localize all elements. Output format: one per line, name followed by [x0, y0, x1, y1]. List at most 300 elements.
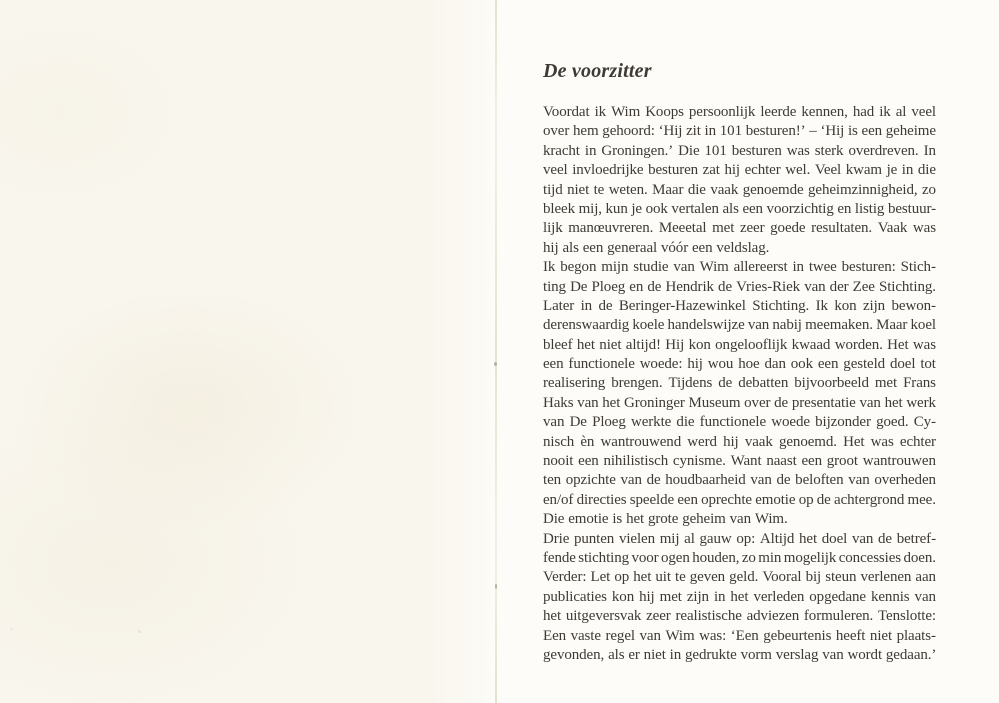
word: kracht	[543, 142, 580, 159]
word: van	[577, 394, 599, 411]
word: gehoord:	[602, 123, 655, 140]
word: vóór	[661, 239, 689, 256]
word: zijn	[686, 588, 709, 605]
word: Want	[730, 453, 762, 470]
word: genoemd.	[778, 433, 837, 450]
word: ‘Hij	[820, 123, 845, 140]
word: besturen!’	[745, 123, 806, 140]
word: woede	[771, 414, 810, 431]
word: van	[822, 646, 844, 663]
article-body	[543, 103, 936, 665]
word: realistische	[675, 608, 742, 625]
page-title: De voorzitter	[543, 60, 652, 82]
word: niet	[869, 627, 893, 644]
word: twee	[808, 259, 837, 276]
word: steun	[825, 569, 857, 586]
word: besturen:	[841, 259, 896, 276]
word: geld.	[729, 569, 759, 586]
word: gauw	[699, 530, 732, 547]
word: kwaad	[791, 336, 831, 353]
word: 101	[719, 123, 742, 140]
word: een	[692, 239, 713, 256]
word: van	[851, 530, 874, 547]
word: ‘Een	[730, 627, 759, 644]
word: De	[569, 414, 587, 431]
word: manœuvreren.	[568, 220, 654, 237]
paper-speck	[10, 628, 13, 630]
word: was:	[699, 627, 727, 644]
word: fende	[543, 549, 576, 566]
word: je	[886, 162, 898, 179]
word: Maar	[652, 181, 684, 198]
text-line	[543, 413, 936, 432]
word: bij	[805, 569, 822, 586]
word: het	[602, 394, 621, 411]
word: functionele	[568, 356, 635, 373]
word: van	[848, 472, 870, 489]
word: met	[659, 588, 682, 605]
word: de	[816, 491, 831, 508]
word: vaak	[744, 433, 773, 450]
word: kon	[611, 588, 635, 605]
word: Het	[887, 336, 909, 353]
word: was	[912, 336, 936, 353]
word: Wim	[699, 259, 729, 276]
word: concessies	[838, 549, 902, 566]
word: over	[543, 123, 570, 140]
text-line	[543, 491, 936, 510]
word: Het	[843, 433, 865, 450]
word: geheime	[885, 123, 936, 140]
word: Die	[543, 511, 565, 528]
word: werk	[906, 394, 936, 411]
word: ook	[645, 200, 668, 217]
word: Groningen.’	[601, 142, 674, 159]
word: een	[742, 200, 763, 217]
word: echter	[744, 162, 781, 179]
word: Stichting.	[752, 297, 810, 314]
word: Vaak	[877, 220, 908, 237]
word: koele	[632, 317, 665, 334]
word: doen.	[903, 549, 936, 566]
word: nisch	[543, 433, 575, 450]
word: Groninger	[624, 394, 685, 411]
word: dan	[764, 356, 786, 373]
word: de	[647, 278, 662, 295]
text-line	[543, 181, 936, 200]
word: studie	[633, 259, 669, 276]
word: kwam	[845, 162, 882, 179]
word: de	[718, 278, 733, 295]
word: in	[713, 588, 726, 605]
word: Een	[543, 627, 567, 644]
word: groot	[826, 453, 858, 470]
word: Ik	[815, 297, 828, 314]
paragraph	[543, 258, 936, 529]
word: hem	[573, 123, 599, 140]
word: de	[774, 394, 789, 411]
word: Ik	[543, 259, 556, 276]
text-line	[543, 239, 936, 258]
word: veldslag.	[716, 239, 770, 256]
word: geheimzinnigheid,	[807, 181, 918, 198]
word: was	[870, 433, 894, 450]
word: geven	[689, 569, 726, 586]
word: van	[639, 627, 661, 644]
word: Veel	[814, 162, 842, 179]
word: was	[786, 142, 810, 159]
word: de	[878, 530, 892, 547]
word: was	[912, 220, 936, 237]
word: op	[614, 569, 630, 586]
text-line	[543, 200, 936, 219]
word: bijzonder	[815, 414, 871, 431]
word: Beringer-Hazewinkel	[618, 297, 746, 314]
word: oprechte	[701, 491, 752, 508]
word: over	[744, 394, 771, 411]
word: publicaties	[543, 588, 607, 605]
word: besturen	[648, 162, 699, 179]
word: de	[718, 375, 733, 392]
word: Ploeg	[592, 414, 626, 431]
word: Vooral	[762, 569, 802, 586]
word: Hij	[665, 336, 685, 353]
word: sterk	[814, 142, 844, 159]
word: vaak	[710, 181, 739, 198]
word: bewon-	[891, 297, 936, 314]
word: naast	[766, 453, 797, 470]
word: hij	[723, 433, 739, 450]
word: uitgeversvak	[565, 608, 642, 625]
word: is	[612, 511, 623, 528]
word: houdbaarheid	[665, 472, 746, 489]
word: woede:	[639, 356, 683, 373]
word: ting	[543, 278, 566, 295]
word: een	[861, 123, 883, 140]
word: vertalen	[671, 200, 719, 217]
word: brengen.	[611, 375, 663, 392]
word: derenswaardig	[543, 317, 630, 334]
paragraph	[543, 530, 936, 666]
word: min	[758, 549, 782, 566]
word: Die	[678, 142, 700, 159]
word: punten	[573, 530, 615, 547]
word: had	[852, 104, 875, 120]
word: Let	[590, 569, 611, 586]
word: met	[712, 220, 735, 237]
word: begon	[560, 259, 597, 276]
word: wantrouwen	[862, 453, 936, 470]
word: opzichte	[565, 472, 616, 489]
word: veel	[543, 162, 568, 179]
word: mijn	[601, 259, 629, 276]
word: formuleren.	[803, 608, 874, 625]
word: handelswijze	[667, 317, 745, 334]
text-line	[543, 355, 936, 374]
word: geheim	[682, 511, 726, 528]
word: debatten	[738, 375, 789, 392]
word: emotie	[755, 491, 796, 508]
word: een	[801, 453, 822, 470]
word: worden.	[834, 336, 883, 353]
word: Verder:	[543, 569, 587, 586]
crease-speck	[494, 362, 497, 366]
word: Later	[543, 297, 575, 314]
word: kennis	[870, 588, 910, 605]
word: vorm	[740, 646, 772, 663]
word: een	[677, 491, 698, 508]
word: gebeurtenis	[763, 627, 832, 644]
text-line	[543, 336, 936, 355]
word: realisering	[543, 375, 606, 392]
word: goed.	[876, 414, 909, 431]
word: doel	[890, 356, 916, 373]
word: die	[917, 162, 936, 179]
word: van	[804, 278, 826, 295]
word: zijn	[862, 297, 886, 314]
word: van	[673, 259, 695, 276]
word: ik	[594, 104, 607, 120]
word: gevonden,	[543, 646, 605, 663]
word: te	[593, 181, 605, 198]
word: 101	[704, 142, 727, 159]
word: van	[620, 472, 642, 489]
word: in	[669, 646, 682, 663]
word: zo	[921, 181, 936, 198]
word: der	[829, 278, 849, 295]
word: Ploeg	[591, 278, 626, 295]
word: beloften	[795, 472, 844, 489]
word: het	[730, 588, 749, 605]
word: een	[582, 239, 604, 256]
word: verlenen	[860, 569, 912, 586]
word: besturen	[731, 142, 782, 159]
word: emotie	[568, 511, 609, 528]
word: het	[884, 394, 903, 411]
text-line	[543, 549, 936, 568]
word: directies	[576, 491, 627, 508]
word: goede	[770, 220, 806, 237]
word: adviezen	[746, 608, 800, 625]
word: gesteld	[843, 356, 886, 373]
word: gedrukte	[685, 646, 737, 663]
word: persoonlijk	[688, 104, 756, 120]
word: het	[576, 336, 595, 353]
word: al	[895, 104, 907, 120]
word: de	[776, 472, 791, 489]
word: invloedrijke	[572, 162, 644, 179]
word: ongelooflijk	[715, 336, 788, 353]
word: generaal	[607, 239, 658, 256]
word: genoemde	[742, 181, 804, 198]
word: Tijdens	[668, 375, 713, 392]
word: mee.	[907, 491, 936, 508]
word: bleek	[543, 200, 575, 217]
word: verleden	[753, 588, 805, 605]
word: is	[847, 123, 858, 140]
word: grote	[647, 511, 679, 528]
word: altijd!	[625, 336, 661, 353]
left-page-blank	[0, 0, 496, 703]
word: presentatie	[791, 394, 856, 411]
word: Drie	[543, 530, 570, 547]
word: hij	[724, 162, 740, 179]
word: heeft	[835, 627, 866, 644]
word: meemaken.	[805, 317, 873, 334]
word: het	[626, 511, 645, 528]
word: Wim.	[754, 511, 788, 528]
word: in	[704, 123, 717, 140]
word: achtergrond	[834, 491, 905, 508]
word: kennen,	[801, 104, 848, 120]
word: een	[543, 356, 564, 373]
word: allereerst	[733, 259, 788, 276]
word: èn	[580, 433, 595, 450]
word: werkte	[630, 414, 672, 431]
word: die	[676, 414, 695, 431]
text-line	[543, 452, 936, 471]
text-line	[543, 142, 936, 161]
word: Stich-	[900, 259, 936, 276]
word: niet	[567, 181, 590, 198]
word: van	[729, 511, 752, 528]
word: overdreven.	[848, 142, 919, 159]
text-line	[543, 394, 936, 413]
word: als	[562, 239, 579, 256]
word: in	[584, 142, 597, 159]
word: de	[646, 472, 661, 489]
word: hij	[543, 239, 559, 256]
word: Altijd	[759, 530, 795, 547]
word: kun	[605, 200, 628, 217]
word: je	[631, 200, 642, 217]
word: Koops	[645, 104, 684, 120]
word: tot	[920, 356, 936, 373]
word: wordt	[847, 646, 883, 663]
word: mij,	[578, 200, 602, 217]
word: bestuur-	[887, 200, 936, 217]
word: wel.	[785, 162, 811, 179]
word: houden,	[692, 549, 740, 566]
word: stichting	[578, 549, 630, 566]
word: ook	[790, 356, 813, 373]
text-line	[543, 297, 936, 316]
word: uit	[655, 569, 671, 586]
word: niet	[599, 336, 622, 353]
text-line	[543, 122, 936, 141]
paragraph	[543, 103, 936, 258]
text-line	[543, 316, 936, 335]
word: voorzichtig	[766, 200, 834, 217]
word: ‘Hij	[658, 123, 683, 140]
text-line	[543, 607, 936, 626]
text-line	[543, 588, 936, 607]
word: kon	[834, 297, 857, 314]
word: van	[747, 317, 770, 334]
word: in	[901, 162, 914, 179]
word: Wim	[665, 627, 695, 644]
word: doel	[821, 530, 848, 547]
word: zeer	[739, 220, 765, 237]
word: Frans	[903, 375, 936, 392]
word: tijd	[543, 181, 563, 198]
word: veel	[911, 104, 936, 120]
word: vielen	[618, 530, 655, 547]
word: zo	[741, 549, 756, 566]
word: ogen	[661, 549, 690, 566]
word: cynisme.	[672, 453, 726, 470]
word: Meeetal	[658, 220, 707, 237]
word: hij	[639, 588, 655, 605]
word: in	[792, 259, 804, 276]
word: en	[629, 278, 644, 295]
text-line	[543, 530, 936, 549]
word: wantrouwend	[600, 433, 682, 450]
word: –	[809, 123, 817, 140]
word: hij	[687, 356, 703, 373]
text-line	[543, 258, 936, 277]
word: resultaten.	[811, 220, 873, 237]
word: speelde	[629, 491, 675, 508]
word: weten.	[608, 181, 648, 198]
article	[543, 57, 936, 665]
word: Museum	[688, 394, 741, 411]
word: er	[628, 646, 640, 663]
word: In	[923, 142, 936, 159]
word: en	[837, 200, 852, 217]
word: met	[874, 375, 898, 392]
word: lijk	[543, 220, 563, 237]
word: zat	[702, 162, 720, 179]
word: op	[798, 491, 814, 508]
text-line	[543, 646, 936, 665]
text-line	[543, 219, 936, 238]
word: Stichting.	[878, 278, 936, 295]
word: Cy-	[913, 414, 936, 431]
text-line	[543, 161, 936, 180]
word: bleef	[543, 336, 573, 353]
word: op:	[736, 530, 756, 547]
word: kon	[688, 336, 711, 353]
word: niet	[643, 646, 666, 663]
text-line	[543, 278, 936, 297]
word: verslag	[775, 646, 819, 663]
word: ik	[879, 104, 891, 120]
word: mij	[659, 530, 680, 547]
word: Hendrik	[665, 278, 714, 295]
word: voor	[631, 549, 659, 566]
word: hoe	[738, 356, 760, 373]
word: nabij	[772, 317, 802, 334]
word: bijvoorbeeld	[794, 375, 869, 392]
word: leerde	[760, 104, 797, 120]
word: van	[859, 394, 881, 411]
word: van	[914, 588, 936, 605]
word: in	[580, 297, 593, 314]
word: van	[750, 472, 772, 489]
word: Voordat	[543, 104, 590, 120]
word: als	[722, 200, 739, 217]
word: koel	[910, 317, 936, 334]
paper-speck	[138, 630, 141, 633]
text-line	[543, 510, 936, 529]
word: vaste	[570, 627, 601, 644]
text-line	[543, 568, 936, 587]
word: Haks	[543, 394, 574, 411]
word: Wim	[611, 104, 641, 120]
word: te	[675, 569, 686, 586]
word: echter	[899, 433, 936, 450]
